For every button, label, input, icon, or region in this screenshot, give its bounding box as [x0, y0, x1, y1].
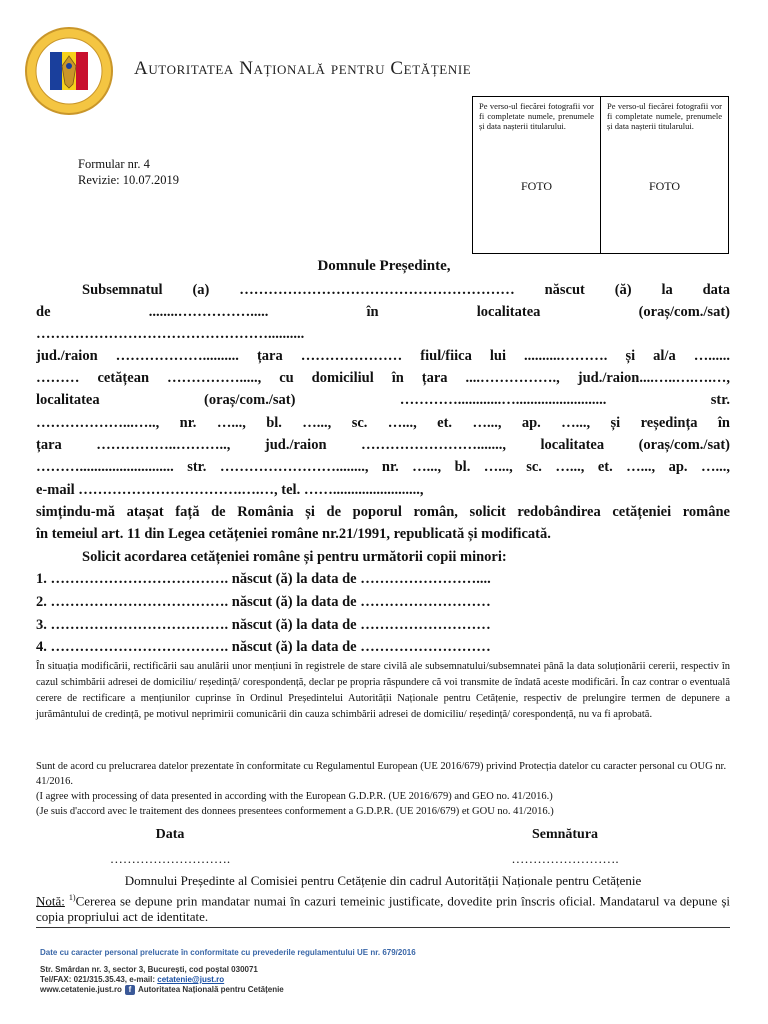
form-revision: Revizie: 10.07.2019	[78, 173, 180, 187]
date-field: ……………………….	[109, 851, 231, 866]
footer-telfax-label: Tel/FAX: 021/315.35.43, e-mail:	[40, 975, 158, 984]
photo-label: FOTO	[520, 179, 553, 193]
body-line: Subsemnatul (a) ………………………………………………… născut (ă) la data	[82, 282, 730, 298]
body-line: …………………………………………..........	[36, 326, 305, 342]
nota	[36, 890, 730, 925]
child-row: 2. ………………………………. născut (ă) la data de ………………………	[36, 594, 491, 610]
facebook-icon: f	[125, 985, 135, 995]
anc-logo	[24, 26, 114, 116]
footer-website[interactable]: www.cetatenie.just.ro	[40, 985, 122, 995]
agency-name: Autoritatea Națională pentru Cetățenie	[134, 58, 472, 79]
nota-label: Notă:	[36, 893, 65, 909]
photo-note: Pe verso-ul fiecărei fotografii vor fi completate numele, prenumele și data nașterii titularului.	[479, 101, 594, 131]
photo-box	[472, 96, 729, 254]
gdpr-fr: (Je suis d'accord avec le traitement des donnees presentees conformement a G.D.P.R. (UE 2016/679) et GOU no. 41/2016.)	[36, 806, 554, 817]
footer-web	[40, 985, 284, 995]
photo-cell-2	[601, 97, 728, 253]
divider	[36, 927, 730, 928]
body-line: jud./raion ……………….......... țara ………………… fiul/fiica lui ..........………. și al/a …......	[36, 348, 730, 364]
children-heading: Solicit acordarea cetățeniei române și pentru următorii copii minori:	[82, 549, 507, 565]
notice-paragraph: În situația modificării, rectificării sau anulării unor mențiuni în registrele de stare civilă ale subsemnatului/subsemnatei până la data soluționării cererii, respectiv în cazul schimbării adresei de domiciliu/ reședință/ corespondență, declar pe propria răspundere că voi transmite de îndată aceste modificări. În caz contrar o eventuală cerere de rectificare a mențiunilor cuprinse în Ordinul Președintelui Autorității Naționale pentru Cetățenie, respectiv de prelungire termen de depunere a jurământului de credință, pe motivul neprimirii comunicării din cauza schimbării adresei de domiciliu/ reședință/ corespondență, nu va fi aprobată.	[36, 661, 730, 720]
footer-address: Str. Smârdan nr. 3, sector 3, București, cod poștal 030071	[40, 965, 258, 974]
photo-cell-1	[473, 97, 601, 253]
body-line: simțindu-mă atașat față de România și de poporul român, solicit redobândirea cetățeniei române	[36, 504, 730, 520]
nota-sup: 1)	[68, 893, 76, 902]
form-number: Formular nr. 4	[78, 157, 150, 171]
body-line: în temeiul art. 11 din Legea cetățeniei române nr.21/1991, republicată și modificată.	[36, 526, 551, 542]
body-line: ………………...….., nr. …..., bl. …..., sc. …..., et. …..., ap. …..., și reședința în	[36, 415, 730, 431]
body-line: ……….......................... str. ……………………........, nr. …..., bl. …..., sc. …..., et. …..., ap. …...,	[36, 459, 730, 475]
child-row: 3. ………………………………. născut (ă) la data de ………………………	[36, 617, 491, 633]
body-line: de ........……………..... în localitatea (oraș/com./sat)	[36, 304, 730, 320]
footer-email-link[interactable]: cetatenie@just.ro	[157, 975, 225, 984]
date-label: Data	[155, 827, 185, 842]
nota-text: Cererea se depune prin mandatar numai în cazuri temeinic justificate, dovedite prin înscris oficial. Mandatarul va depune și copia propriului act de identitate.	[36, 893, 730, 925]
body-line: ……… cetățean ……………....., cu domiciliul în țara ....……………., jud./raion....…..….….…,	[36, 370, 730, 386]
signature-field: …………………….	[511, 851, 619, 866]
child-row: 4. ………………………………. născut (ă) la data de ………………………	[36, 639, 491, 655]
footer-fb-page[interactable]: Autoritatea Națională pentru Cetățenie	[137, 985, 284, 995]
signature-label: Semnătura	[531, 827, 599, 842]
form-info	[78, 156, 179, 188]
body-line: e-mail …………………………….….…, tel. ……........................,	[36, 482, 424, 498]
body-line: localitatea (oraș/com./sat) …………............…......................... str.	[36, 392, 730, 408]
footer-gdpr: Date cu caracter personal prelucrate în conformitate cu prevederile regulamentului UE nr. 679/2016	[40, 948, 416, 957]
gdpr-en: (I agree with processing of data presented in according with the European G.D.P.R. (UE 2016/679) and GEO no. 41/2016.)	[36, 791, 553, 802]
footer-telfax	[40, 975, 284, 985]
photo-note: Pe verso-ul fiecărei fotografii vor fi completate numele, prenumele și data nașterii titularului.	[607, 101, 722, 131]
gdpr-ro: Sunt de acord cu prelucrarea datelor prezentate în conformitate cu Regulamentul European (UE 2016/679) privind Protecția datelor cu caracter personal cu OUG nr. 41/2016.	[36, 761, 727, 787]
body-line: țara ……………..……….., jud./raion ……………………......., localitatea (oraș/com./sat)	[36, 437, 730, 453]
child-row: 1. ………………………………. născut (ă) la data de ……………………....	[36, 571, 491, 587]
salutation: Domnule Președinte,	[317, 258, 451, 274]
addressee: Domnului Președinte al Comisiei pentru Cetățenie din cadrul Autorității Naționale pentru Cetățenie	[124, 873, 642, 888]
photo-label: FOTO	[648, 179, 681, 193]
footer-contact	[40, 965, 284, 995]
gdpr-consent	[36, 759, 730, 819]
